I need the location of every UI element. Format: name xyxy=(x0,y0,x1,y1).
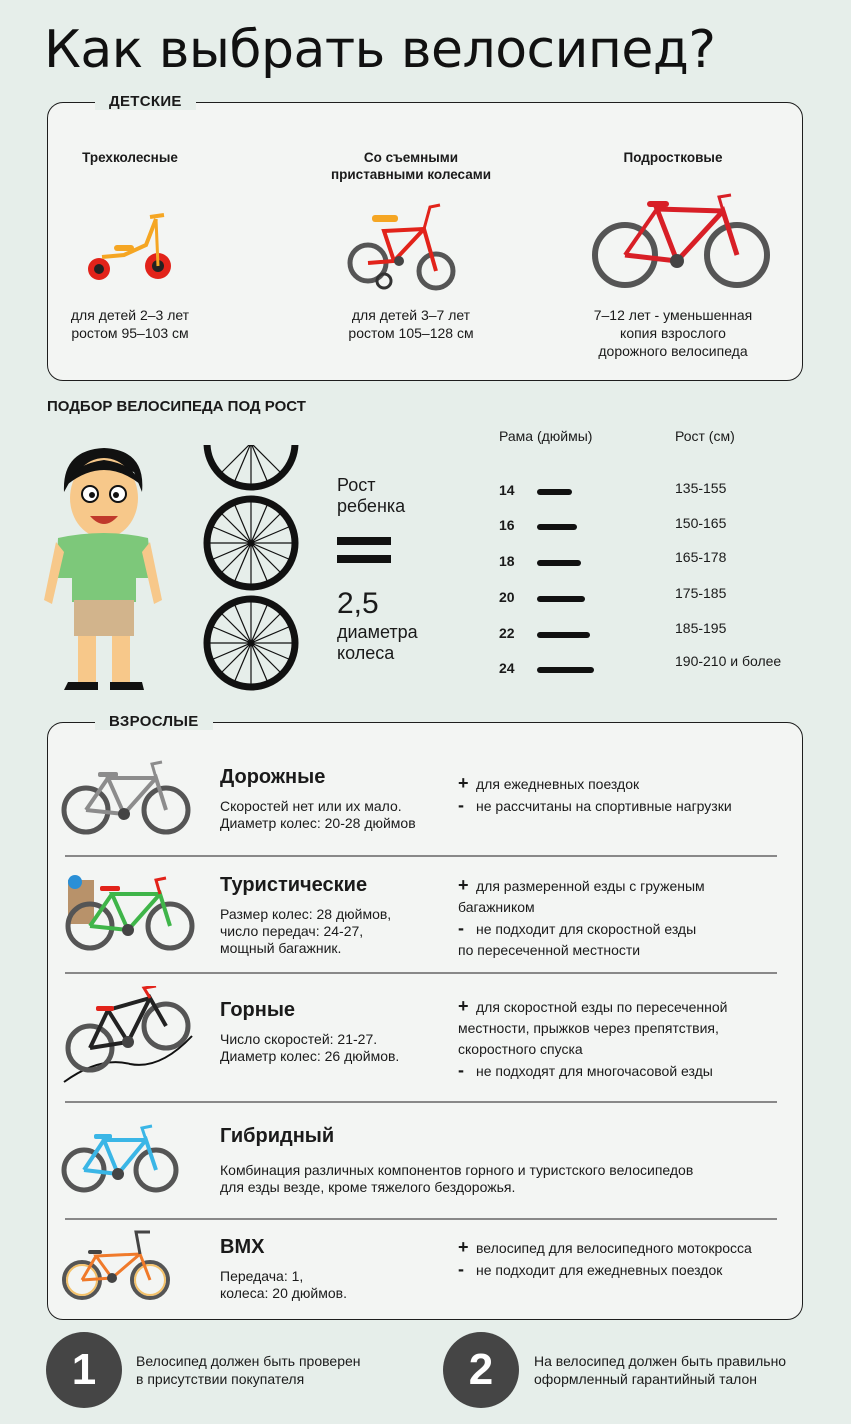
page-title: Как выбрать велосипед? xyxy=(44,20,716,80)
pro-text: для скоростной езды по пересеченной xyxy=(476,999,728,1015)
kid-desc-line: копия взрослого xyxy=(620,325,726,341)
child-illustration xyxy=(38,442,168,692)
adult-desc xyxy=(220,1162,693,1196)
frame-size: 22 xyxy=(499,625,515,641)
minus-icon: - xyxy=(458,1259,464,1279)
frame-bar xyxy=(537,489,572,495)
kid-item-name: Трехколесные xyxy=(82,150,178,165)
size-table xyxy=(499,478,819,688)
size-row xyxy=(499,482,819,504)
adult-desc-line: колеса: 20 дюймов. xyxy=(220,1285,347,1301)
adult-desc xyxy=(220,1268,347,1302)
tip-text xyxy=(136,1352,361,1388)
plus-icon: + xyxy=(458,996,469,1016)
tip-line: в присутствии покупателя xyxy=(136,1371,305,1387)
adult-desc-line: Передача: 1, xyxy=(220,1268,304,1284)
adult-desc-line: мощный багажник. xyxy=(220,940,342,956)
frame-bar xyxy=(537,632,590,638)
con-text: не рассчитаны на спортивные нагрузки xyxy=(476,798,732,814)
minus-icon: - xyxy=(458,1060,464,1080)
con-text: не подходит для ежедневных поездок xyxy=(476,1262,723,1278)
con-text: по пересеченной местности xyxy=(458,942,641,958)
formula-bottom xyxy=(337,622,418,664)
size-row xyxy=(499,549,819,575)
frame-size: 24 xyxy=(499,660,515,676)
con-item xyxy=(458,1259,752,1281)
kid-item-tricycle xyxy=(40,149,220,349)
height-range: 185-195 xyxy=(675,620,727,636)
adult-desc-line: Диаметр колес: 20-28 дюймов xyxy=(220,815,416,831)
plus-icon: + xyxy=(458,773,469,793)
equals-sign xyxy=(337,537,391,563)
frame-bar xyxy=(537,560,581,566)
adult-desc-line: Диаметр колес: 26 дюймов. xyxy=(220,1048,400,1064)
pro-text: багажником xyxy=(458,899,535,915)
minus-icon: - xyxy=(458,918,464,938)
height-range: 175-185 xyxy=(675,585,727,601)
bmx-bike-icon xyxy=(60,1228,172,1302)
tip-line: Велосипед должен быть проверен xyxy=(136,1353,361,1369)
sizing-heading: ПОДБОР ВЕЛОСИПЕДА ПОД РОСТ xyxy=(47,398,306,415)
pro-item xyxy=(458,875,705,897)
formula-line: ребенка xyxy=(337,496,406,516)
adult-name: Туристические xyxy=(220,874,368,896)
frame-column-header: Рама (дюймы) xyxy=(499,428,593,444)
adult-name: Гибридный xyxy=(220,1125,335,1147)
adult-name: BMX xyxy=(220,1236,265,1258)
height-column-header: Рост (см) xyxy=(675,428,735,444)
pro-item xyxy=(458,1237,752,1259)
adult-name: Дорожные xyxy=(220,766,326,788)
row-divider xyxy=(65,972,777,974)
formula-top xyxy=(337,475,405,517)
mountain-bike-icon xyxy=(60,986,200,1086)
kid-desc-line: ростом 105–128 см xyxy=(348,325,474,341)
kid-desc-line: ростом 95–103 см xyxy=(71,325,189,341)
adult-desc-line: Скоростей нет или их мало. xyxy=(220,798,402,814)
height-range: 150-165 xyxy=(675,515,727,531)
frame-size: 16 xyxy=(499,517,515,533)
row-divider xyxy=(65,855,777,857)
row-divider xyxy=(65,1218,777,1220)
kid-item-training-wheels xyxy=(311,149,511,349)
row-divider xyxy=(65,1101,777,1103)
adult-desc xyxy=(220,798,416,832)
adult-desc-line: для езды везде, кроме тяжелого бездорожья. xyxy=(220,1179,516,1195)
kid-name-line: Со съемными xyxy=(363,150,459,165)
teen-bike-illustration xyxy=(589,191,773,291)
pros-cons xyxy=(458,1237,752,1281)
con-text: не подходит для скоростной езды xyxy=(476,921,697,937)
formula-line: колеса xyxy=(337,643,395,663)
frame-bar xyxy=(537,667,594,673)
kid-item-desc xyxy=(40,306,220,342)
con-text: не подходят для многочасовой езды xyxy=(476,1063,713,1079)
frame-size: 18 xyxy=(499,553,515,569)
kid-name-line: приставными колесами xyxy=(330,167,492,182)
kid-desc-line: для детей 2–3 лет xyxy=(70,307,190,323)
frame-bar xyxy=(537,596,585,602)
kid-item-name xyxy=(311,149,511,183)
tip-line: На велосипед должен быть правильно xyxy=(534,1353,787,1369)
formula-line: диаметра xyxy=(337,622,418,642)
adult-desc xyxy=(220,906,391,957)
pros-cons xyxy=(458,875,705,961)
pro-text: скоростного спуска xyxy=(458,1041,583,1057)
height-range: 135-155 xyxy=(675,480,727,496)
tip-number-badge: 1 xyxy=(46,1332,122,1408)
height-range: 165-178 xyxy=(675,549,727,565)
kid-desc-line: 7–12 лет - уменьшенная xyxy=(593,307,753,323)
road-bike-icon xyxy=(60,758,192,838)
tricycle-illustration xyxy=(84,207,184,287)
pro-text: местности, прыжков через препятствия, xyxy=(458,1020,719,1036)
pro-text: велосипед для велосипедного мотокросса xyxy=(476,1240,752,1256)
kid-item-desc xyxy=(573,306,773,360)
con-item xyxy=(458,795,732,817)
frame-size: 14 xyxy=(499,482,515,498)
tip-text xyxy=(534,1352,786,1388)
adult-desc xyxy=(220,1031,399,1065)
hybrid-bike-icon xyxy=(60,1124,180,1196)
size-row xyxy=(499,517,819,539)
plus-icon: + xyxy=(458,1237,469,1257)
tip-line: оформленный гарантийный талон xyxy=(534,1371,758,1387)
adults-panel-tag: ВЗРОСЛЫЕ xyxy=(95,713,213,730)
kid-item-teen xyxy=(573,149,773,364)
pro-text: для размеренной езды с груженым xyxy=(476,878,705,894)
adult-desc-line: Комбинация различных компонентов горного и туристского велосипедов xyxy=(220,1162,694,1178)
kid-desc-line: для детей 3–7 лет xyxy=(351,307,471,323)
pros-cons xyxy=(458,996,727,1082)
minus-icon: - xyxy=(458,795,464,815)
size-row xyxy=(499,585,819,611)
tip-number-badge: 2 xyxy=(443,1332,519,1408)
plus-icon: + xyxy=(458,875,469,895)
pros-cons xyxy=(458,773,732,817)
height-range: 190-210 и более xyxy=(675,653,782,669)
pro-item xyxy=(458,996,727,1018)
stacked-wheels-illustration xyxy=(196,445,306,695)
frame-bar xyxy=(537,524,577,530)
kid-desc-line: дорожного велосипеда xyxy=(598,343,748,359)
kid-item-name: Подростковые xyxy=(623,150,723,165)
adult-desc-line: Размер колес: 28 дюймов, xyxy=(220,906,392,922)
kid-item-desc xyxy=(311,306,511,342)
formula-line: Рост xyxy=(337,475,376,495)
kids-panel-tag: ДЕТСКИЕ xyxy=(95,93,196,110)
pro-text: для ежедневных поездок xyxy=(476,776,640,792)
con-item xyxy=(458,1060,727,1082)
size-row xyxy=(499,653,819,682)
size-row xyxy=(499,620,819,647)
training-wheels-bike-illustration xyxy=(344,201,464,296)
formula-number: 2,5 xyxy=(337,587,379,620)
touring-bike-icon xyxy=(60,874,200,954)
adult-desc-line: Число скоростей: 21-27. xyxy=(220,1031,378,1047)
pro-item xyxy=(458,773,732,795)
adult-name: Горные xyxy=(220,999,296,1021)
frame-size: 20 xyxy=(499,589,515,605)
adult-desc-line: число передач: 24-27, xyxy=(220,923,364,939)
con-item xyxy=(458,918,705,940)
